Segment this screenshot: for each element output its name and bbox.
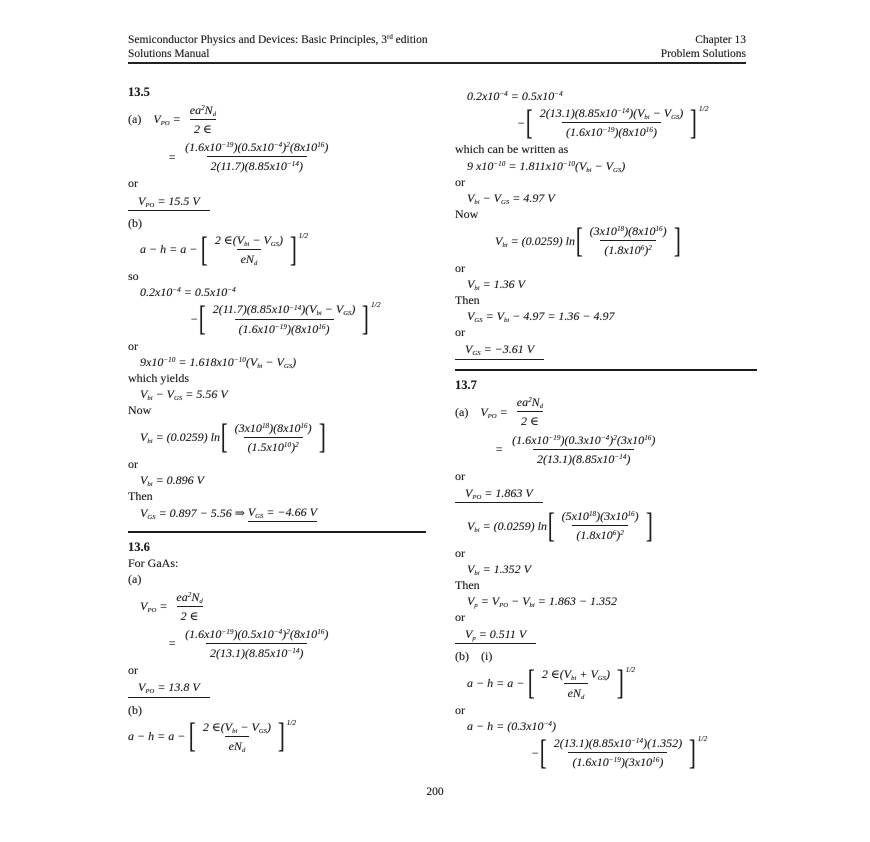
result-line xyxy=(455,627,757,644)
boxed-result: $V_{GS} = -3.61$ V xyxy=(455,342,544,359)
problem-number: 13.5 xyxy=(128,85,150,99)
connector-text: Now xyxy=(128,403,152,418)
equation-line xyxy=(467,719,757,733)
equation: $V_{PO}$ = $\frac{ea^2N_d}{2 \in}$ xyxy=(140,589,203,623)
subpart-label: (i) xyxy=(481,649,493,664)
connector-text: Then xyxy=(455,292,480,307)
equation-line xyxy=(128,716,426,756)
connector-text: or xyxy=(128,456,138,471)
equation-line xyxy=(140,355,426,369)
equation: $0.2x10^{-4} = 0.5x10^{-4}$ xyxy=(140,285,236,300)
equation-line xyxy=(495,220,757,260)
connector-text: or xyxy=(128,663,138,678)
boxed-result: $V_{PO} = 1.863$ V xyxy=(455,486,543,503)
equation-line xyxy=(467,191,757,205)
part-label: (b) xyxy=(128,702,142,717)
equation-line xyxy=(140,589,426,624)
equation-line xyxy=(140,417,426,457)
connector-text: or xyxy=(455,468,465,483)
connector-text: which yields xyxy=(128,371,189,386)
equation-line xyxy=(140,505,426,521)
right-column xyxy=(455,87,757,773)
equation: $V_{bi} - V_{GS} = 5.56$ V xyxy=(140,387,228,403)
equation: − [ $\frac{2(11.7)(8.85x10^{-14})(V_{bi} - V_{GS})}{(1.6x10^{-19})(8x10^{16})}$ ] 1/2 xyxy=(190,299,381,339)
intro-text: For GaAs: xyxy=(128,556,179,571)
problem-number: 13.7 xyxy=(455,377,477,392)
equation-line xyxy=(495,432,757,467)
equation-line xyxy=(455,394,757,429)
part-label: (a) xyxy=(128,112,142,127)
problem-13-6 xyxy=(128,540,426,754)
equation-line xyxy=(467,309,757,323)
equation-line xyxy=(140,285,426,299)
equation: = $\frac{(1.6x10^{-19})(0.5x10^{-4})^2(8x10^{16})}{2(13.1)(8.85x10^{-14})}$ xyxy=(168,626,329,661)
equation-line xyxy=(467,277,757,291)
part-label: (a) xyxy=(455,404,469,419)
connector-text: or xyxy=(128,176,138,191)
equation: = $\frac{(1.6x10^{-19})(0.5x10^{-4})^2(8x10^{16})}{2(11.7)(8.85x10^{-14})}$ xyxy=(168,140,329,174)
manual-subtitle: Solutions Manual xyxy=(128,48,210,61)
equation: $V_{bi} = 0.896$ V xyxy=(140,473,205,489)
problem-number: 13.6 xyxy=(128,539,150,554)
book-title: Semiconductor Physics and Devices: Basic Principles, 3rd edition xyxy=(128,34,428,46)
section-divider xyxy=(128,531,426,533)
equation: − [ $\frac{2(13.1)(8.85x10^{-14})(V_{bi} - V_{GS})}{(1.6x10^{-19})(8x10^{16})}$ ] 1/2 xyxy=(517,102,709,142)
equation: 9 $x10^{-10} = 1.811x10^{-10}(V_{bi} - V_{GS})$ xyxy=(467,158,626,174)
equation: = $\frac{(1.6x10^{-19})(0.3x10^{-4})^2(3x10^{16})}{2(13.1)(8.85x10^{-14})}$ xyxy=(495,432,656,466)
problem-13-7 xyxy=(455,378,757,771)
equation: a − h = a − [ $\frac{2 \in(V_{bi} - V_{GS})}{eN_d}$ ] 1/2 xyxy=(140,229,309,269)
equation: $9x10^{-10} = 1.618x10^{-10}(V_{bi} - V_{GS})$ xyxy=(140,354,297,370)
connector-text: Now xyxy=(455,207,479,222)
page-header xyxy=(128,33,746,61)
connector-text: or xyxy=(455,702,465,717)
connector-text: Then xyxy=(455,577,480,592)
section-divider xyxy=(455,369,757,371)
section-label: Problem Solutions xyxy=(660,48,746,61)
part-label: (b) xyxy=(455,649,469,664)
boxed-result: $V_{PO} = 15.5$ V xyxy=(128,194,210,211)
equation-line xyxy=(168,139,426,174)
result-line xyxy=(455,342,757,359)
equation: $V_{GS} = V_{bi} - 4.97 = 1.36 - 4.97$ xyxy=(467,309,615,325)
part-label: (a) xyxy=(128,572,142,587)
header-rule xyxy=(128,62,746,64)
equation: $V_{PO}$ = $\frac{ea^2N_d}{2 \in}$ xyxy=(480,395,544,429)
equation: $V_{bi} = (0.0259)$ ln [ $\frac{(3x10^{18})(8x10^{16})}{(1.8x10^6)^2}$ ] xyxy=(495,220,681,260)
part-label-line xyxy=(455,649,757,663)
equation-line xyxy=(168,626,426,661)
equation-line xyxy=(531,732,757,772)
header-right xyxy=(661,33,746,61)
boxed-result: $V_{PO} = 13.8$ V xyxy=(128,680,210,697)
equation-line xyxy=(140,229,426,269)
result-line xyxy=(455,486,757,503)
equation-line xyxy=(517,102,757,142)
connector-text: or xyxy=(455,610,465,625)
equation: a − h = a − [ $\frac{2 \in(V_{bi} - V_{GS})}{eN_d}$ ] 1/2 xyxy=(128,716,297,756)
connector-text: or xyxy=(455,545,465,560)
equation: $V_{bi} = (0.0259)$ ln [ $\frac{(3x10^{18})(8x10^{16})}{(1.5x10^{10})^2}$ ] xyxy=(140,417,326,457)
equation: $V_p = V_{PO} - V_{bi} = 1.863 - 1.352$ xyxy=(467,593,617,609)
header-left xyxy=(128,33,428,61)
boxed-result: $V_p = 0.511$ V xyxy=(455,627,536,644)
equation-line xyxy=(467,594,757,608)
equation: $V_{bi} - V_{GS} = 4.97$ V xyxy=(467,190,555,206)
connector-text: or xyxy=(455,174,465,189)
equation: $V_{bi} = 1.352$ V xyxy=(467,561,532,577)
equation-line xyxy=(467,89,757,103)
equation: $V_{bi} = 1.36$ V xyxy=(467,276,526,292)
equation: a − h = a − [ $\frac{2 \in(V_{bi} + V_{GS})}{eN_d}$ ] 1/2 xyxy=(467,663,636,703)
equation-line xyxy=(140,387,426,401)
connector-text: which can be written as xyxy=(455,142,569,157)
connector-text: so xyxy=(128,269,139,284)
result-line xyxy=(128,680,426,697)
equation: $0.2x10^{-4} = 0.5x10^{-4}$ xyxy=(467,89,563,103)
equation-line xyxy=(128,102,426,137)
equation-line xyxy=(467,159,757,173)
connector-text: or xyxy=(455,260,465,275)
equation-line xyxy=(190,299,426,339)
equation: $V_{GS} = 0.897 - 5.56$ ⇒ $V_{GS} = -4.66$ V xyxy=(140,505,317,522)
left-column xyxy=(128,84,426,756)
equation: $V_{PO}$ = $\frac{ea^2N_d}{2 \in}$ xyxy=(153,102,217,136)
equation: − [ $\frac{2(13.1)(8.85x10^{-14})(1.352)}{(1.6x10^{-19})(3x10^{16})}$ ] 1/2 xyxy=(531,732,708,772)
equation-line xyxy=(467,562,757,576)
problem-13-6-continued xyxy=(455,89,757,360)
connector-text: or xyxy=(455,325,465,340)
equation-line xyxy=(467,505,757,545)
equation-line xyxy=(467,663,757,703)
connector-text: or xyxy=(128,338,138,353)
part-label: (b) xyxy=(128,215,142,230)
page-number: 200 xyxy=(426,786,444,798)
result-line xyxy=(128,194,426,211)
equation: $a - h = (0.3x10^{-4})$ xyxy=(467,719,556,734)
chapter-label: Chapter 13 xyxy=(695,34,746,46)
connector-text: Then xyxy=(128,489,153,504)
problem-13-5 xyxy=(128,85,426,522)
equation-line xyxy=(140,473,426,487)
equation: $V_{bi} = (0.0259)$ ln [ $\frac{(5x10^{18})(3x10^{16})}{(1.8x10^6)^2}$ ] xyxy=(467,505,653,545)
